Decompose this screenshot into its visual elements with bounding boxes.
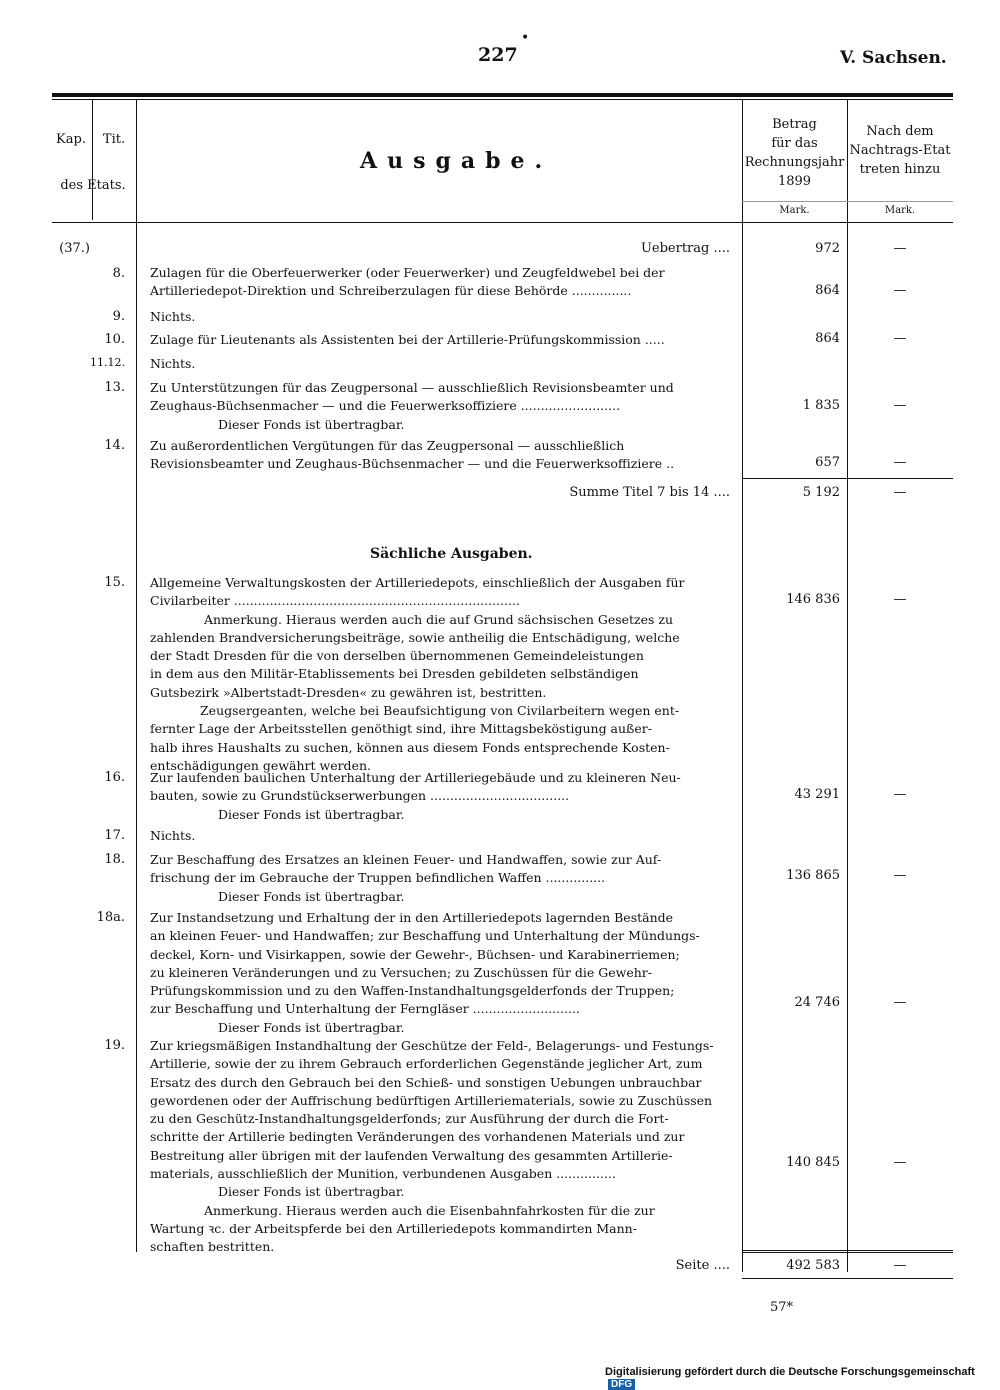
row-16-line-1: Zur laufenden baulichen Unterhaltung der Artilleriegebäude und zu kleineren Neu-	[150, 770, 681, 785]
row-14-line-1: Zu außerordentlichen Vergütungen für das Zeugpersonal — ausschließlich	[150, 438, 625, 453]
row-dash-13: —	[893, 398, 907, 413]
carry-amount: 972	[815, 241, 840, 256]
row-text-17: Nichts.	[150, 828, 196, 843]
row-19-line-5: zu den Geschütz-Instandhaltungsgelderfonds; zur Ausführung der durch die Fort-	[150, 1111, 669, 1127]
row-text-10: Zulage für Lieutenants als Assistenten bei der Artillerie-Prüfungskommission .....	[150, 332, 665, 347]
carry-kap: (37.)	[59, 241, 90, 256]
nach-line-3: treten hinzu	[859, 162, 941, 177]
row-19-line-7: Bestreitung aller übrigen mit der laufenden Verwaltung des gesammten Artillerie-	[150, 1147, 673, 1163]
row-15-note-6: Zeugsergeanten, welche bei Beaufsichtigung von Civilarbeitern wegen ent-	[200, 703, 680, 719]
row-14-line-2: Revisionsbeamter und Zeughaus-Büchsenmacher — und die Feuerwerksoffiziere ..	[150, 456, 675, 472]
row-tit-18: 18.	[104, 852, 125, 867]
row-15-line-1: Allgemeine Verwaltungskosten der Artilleriedepots, einschließlich der Ausgaben für	[150, 575, 685, 590]
row-dash-18: —	[893, 868, 907, 883]
row-15-note-9: entschädigungen gewährt werden.	[150, 757, 371, 773]
col-tit-label: Tit.	[102, 132, 126, 147]
col-nach-header	[847, 122, 953, 179]
summe-rule	[742, 478, 953, 479]
row-16-line-2: bauten, sowie zu Grundstückserwerbungen ...................................	[150, 788, 570, 804]
nach-line-2: Nachtrags-Etat	[849, 143, 951, 158]
row-amount-14: 657	[815, 455, 840, 470]
col-line-amount	[847, 100, 848, 1272]
nach-line-1: Nach dem	[866, 124, 934, 139]
row-text-11-12: Nichts.	[150, 356, 196, 371]
seite-rule-1	[742, 1250, 953, 1251]
col-line-title	[742, 100, 743, 1272]
row-18a-line-5: Prüfungskommission und zu den Waffen-Instandhaltungsgelderfonds der Truppen;	[150, 983, 675, 999]
row-19-note-3: schaften bestritten.	[150, 1239, 275, 1255]
row-19-line-9: Dieser Fonds ist übertragbar.	[218, 1184, 405, 1200]
row-19-line-4: gewordenen oder der Auffrischung bedürftigen Artilleriematerials, sowie zu Zuschüssen	[150, 1092, 713, 1108]
row-15-note-7: fernter Lage der Arbeitsstellen genöthigt sind, ihre Mittagsbeköstigung außer-	[150, 721, 653, 737]
row-19-note-1: Anmerkung. Hieraus werden auch die Eisenbahnfahrkosten für die zur	[204, 1202, 655, 1218]
row-15-note-5: Gutsbezirk »Albertstadt-Dresden« zu gewähren ist, bestritten.	[150, 684, 547, 700]
row-dash-16: —	[893, 787, 907, 802]
seite-rule-2	[742, 1252, 953, 1253]
row-amount-8: 864	[815, 283, 840, 298]
row-18a-line-6: zur Beschaffung und Unterhaltung der Ferngläser ...........................	[150, 1001, 580, 1017]
row-13-line-3: Dieser Fonds ist übertragbar.	[218, 416, 405, 432]
row-text-16	[150, 769, 730, 824]
section-title: V. Sachsen.	[840, 48, 947, 68]
row-text-18a	[150, 909, 730, 1037]
summe-amount: 5 192	[802, 485, 840, 500]
row-tit-8: 8.	[112, 266, 125, 281]
dfg-logo: DFG	[608, 1379, 635, 1390]
row-tit-10: 10.	[104, 332, 125, 347]
row-text-13	[150, 379, 730, 434]
betrag-line-2: für das	[771, 136, 818, 151]
row-text-8	[150, 264, 730, 301]
row-19-line-8: materials, ausschließlich der Munition, verbundenen Ausgaben ...............	[150, 1166, 616, 1182]
row-tit-16: 16.	[104, 770, 125, 785]
row-dash-8: —	[893, 283, 907, 298]
row-15-line-2: Civilarbeiter ........................................................................	[150, 593, 520, 609]
row-text-15	[150, 574, 730, 775]
seite-label: Seite ....	[675, 1258, 730, 1273]
table-title: Ausgabe.	[360, 148, 553, 174]
carry-dash: —	[893, 241, 907, 256]
row-dash-14: —	[893, 455, 907, 470]
col-line-kap	[92, 100, 93, 220]
subhead-saechliche: Sächliche Ausgaben.	[370, 546, 533, 562]
row-8-line-2: Artilleriedepot-Direktion und Schreiberzulagen für diese Behörde ...............	[150, 283, 632, 299]
unit-rule	[742, 201, 953, 202]
col-des-etats-label: des Etats.	[60, 178, 126, 193]
summe-label: Summe Titel 7 bis 14 ....	[569, 485, 730, 500]
row-tit-9: 9.	[112, 309, 125, 324]
row-text-9: Nichts.	[150, 309, 196, 324]
row-tit-11-12: 11.12.	[90, 356, 125, 369]
row-16-line-3: Dieser Fonds ist übertragbar.	[218, 806, 405, 822]
seite-dash: —	[893, 1258, 907, 1273]
row-13-line-2: Zeughaus-Büchsenmacher — und die Feuerwerksoffiziere .........................	[150, 398, 621, 414]
row-18-line-3: Dieser Fonds ist übertragbar.	[218, 888, 405, 904]
row-15-note-3: der Stadt Dresden für die von derselben übernommenen Gemeindeleistungen	[150, 648, 644, 664]
row-8-line-1: Zulagen für die Oberfeuerwerker (oder Feuerwerker) und Zeugfeldwebel bei der	[150, 265, 665, 280]
row-19-note-2: Wartung ꝛc. der Arbeitspferde bei den Artilleriedepots kommandirten Mann-	[150, 1220, 637, 1236]
row-19-line-3: Ersatz des durch den Gebrauch bei den Schieß- und sonstigen Uebungen unbrauchbar	[150, 1074, 702, 1090]
row-text-14	[150, 437, 730, 474]
header-bottom-rule	[52, 222, 953, 223]
betrag-line-3: Rechnungsjahr	[744, 155, 845, 170]
row-amount-16: 43 291	[794, 787, 840, 802]
row-18-line-1: Zur Beschaffung des Ersatzes an kleinen Feuer- und Handwaffen, sowie zur Auf-	[150, 852, 662, 867]
row-dash-15: —	[893, 592, 907, 607]
row-19-line-1: Zur kriegsmäßigen Instandhaltung der Geschütze der Feld-, Belagerungs- und Festungs-	[150, 1038, 714, 1053]
row-19-line-6: schritte der Artillerie bedingten Veränderungen des vorhandenen Materials und zur	[150, 1129, 685, 1145]
col-kap-label: Kap.	[56, 132, 86, 147]
page-number: 227	[478, 44, 518, 66]
row-tit-14: 14.	[104, 438, 125, 453]
sheet-signature: 57*	[770, 1300, 794, 1315]
row-text-18	[150, 851, 730, 906]
dfg-credit-text: Digitalisierung gefördert durch die Deutsche Forschungsgemeinschaft	[605, 1366, 975, 1378]
row-13-line-1: Zu Unterstützungen für das Zeugpersonal — ausschließlich Revisionsbeamter und	[150, 380, 674, 395]
seite-amount: 492 583	[786, 1258, 840, 1273]
betrag-line-4: 1899	[777, 174, 812, 189]
row-dash-19: —	[893, 1155, 907, 1170]
carry-label: Uebertrag ....	[640, 241, 730, 256]
row-tit-15: 15.	[104, 575, 125, 590]
row-18-line-2: frischung der im Gebrauche der Truppen befindlichen Waffen ...............	[150, 870, 606, 886]
summe-dash: —	[893, 485, 907, 500]
row-15-note-2: zahlenden Brandversicherungsbeiträge, sowie antheilig die Entschädigung, welche	[150, 629, 680, 645]
row-tit-19: 19.	[104, 1038, 125, 1053]
row-18a-line-2: an kleinen Feuer- und Handwaffen; zur Beschaffung und Unterhaltung der Mündungs-	[150, 928, 700, 944]
row-tit-17: 17.	[104, 828, 125, 843]
dfg-credit	[605, 1366, 1000, 1390]
row-19-line-2: Artillerie, sowie der zu ihrem Gebrauch erforderlichen Gegenstände jeglicher Art, zum	[150, 1056, 703, 1072]
row-15-note-4: in dem aus den Militär-Etablissements bei Dresden gebildeten selbständigen	[150, 666, 639, 682]
row-amount-15: 146 836	[786, 592, 840, 607]
row-dash-10: —	[893, 331, 907, 346]
row-18a-line-3: deckel, Korn- und Visirkappen, sowie der Gewehr-, Büchsen- und Karabinerriemen;	[150, 946, 680, 962]
row-tit-18a: 18a.	[96, 910, 125, 925]
col-betrag-header	[742, 115, 847, 191]
row-15-note-8: halb ihres Haushalts zu suchen, können aus diesem Fonds entsprechende Kosten-	[150, 739, 670, 755]
row-tit-13: 13.	[104, 380, 125, 395]
row-amount-10: 864	[815, 331, 840, 346]
col-nach-unit: Mark.	[884, 205, 916, 216]
betrag-line-1: Betrag	[772, 117, 817, 132]
row-15-note-1: Anmerkung. Hieraus werden auch die auf Grund sächsischen Gesetzes zu	[204, 611, 674, 627]
row-amount-18a: 24 746	[794, 995, 840, 1010]
row-18a-line-1: Zur Instandsetzung und Erhaltung der in den Artilleriedepots lagernden Bestände	[150, 910, 674, 925]
seite-bottom-rule	[742, 1278, 953, 1279]
row-text-19	[150, 1037, 730, 1257]
row-amount-19: 140 845	[786, 1155, 840, 1170]
row-18a-line-4: zu kleineren Veränderungen und zu Versuchen; zu Zuschüssen für die Gewehr-	[150, 964, 653, 980]
row-amount-13: 1 835	[802, 398, 840, 413]
col-betrag-unit: Mark.	[779, 205, 810, 216]
page-dot: •	[521, 30, 530, 46]
top-thick-rule	[52, 93, 953, 97]
top-thin-rule	[52, 99, 953, 100]
row-amount-18: 136 865	[786, 868, 840, 883]
row-18a-line-7: Dieser Fonds ist übertragbar.	[218, 1019, 405, 1035]
row-dash-18a: —	[893, 995, 907, 1010]
col-line-tit	[136, 100, 137, 1252]
